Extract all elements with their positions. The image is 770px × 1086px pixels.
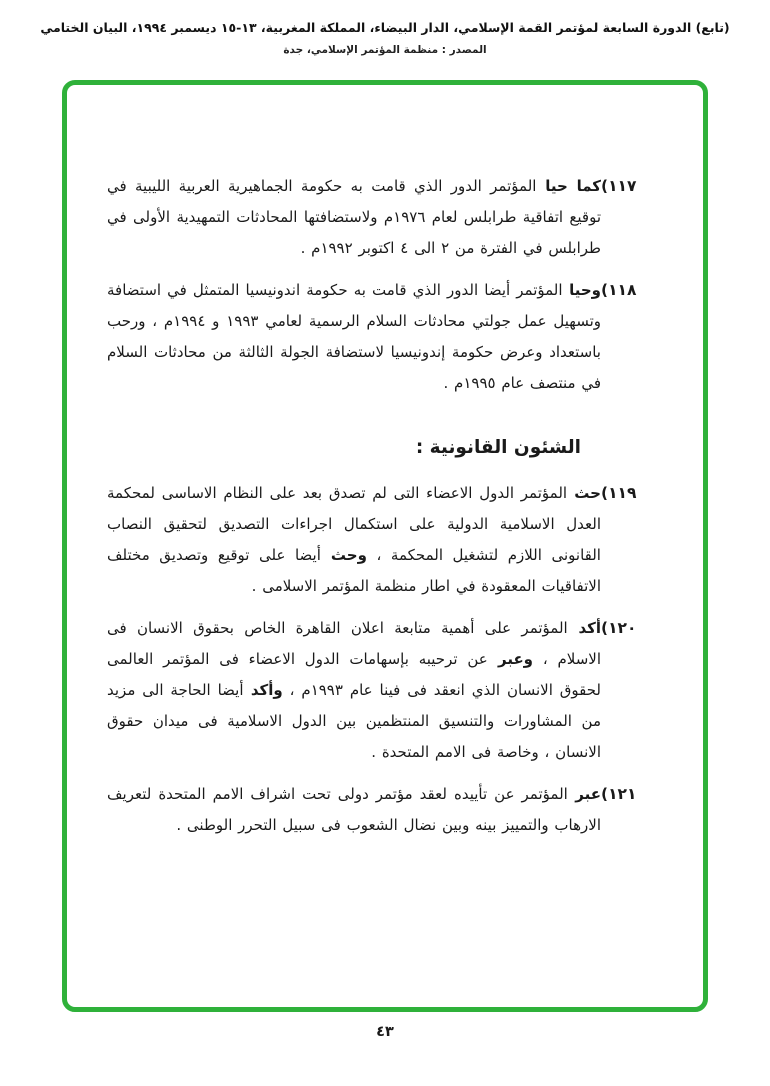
paragraph-lead-word: وعبر xyxy=(487,650,534,668)
paragraph-lead-word: أكد xyxy=(567,619,601,637)
paragraph-text xyxy=(107,171,601,264)
paragraph-item xyxy=(107,779,657,841)
paragraph-lead-word: وأكد xyxy=(243,681,283,699)
paragraph-text xyxy=(107,275,601,399)
paragraph-text xyxy=(107,478,601,602)
document-content xyxy=(67,85,703,841)
paragraph-lead-word: وحث xyxy=(320,546,367,564)
paragraph-number: (١١٧ xyxy=(601,177,637,195)
page-header xyxy=(0,0,770,56)
paragraph-lead-word: حث xyxy=(567,484,601,502)
paragraph-text xyxy=(107,613,601,768)
paragraph-item xyxy=(107,613,657,768)
paragraph-number: (١٢٠ xyxy=(601,619,637,637)
paragraph-lead-word: كما حيا xyxy=(536,177,601,195)
paragraph-body-text: عن ترحيبه بإسهامات الدول الاعضاء فى المؤتمر العالمى لحقوق الانسان الذي انعقد فى فينا عام ١٩٩٣م ، xyxy=(107,650,601,699)
paragraph-item xyxy=(107,171,657,264)
paragraph-body-text: المؤتمر على أهمية متابعة اعلان القاهرة الخاص بحقوق الانسان فى الاسلام ، xyxy=(107,619,602,668)
paragraph-text xyxy=(107,779,601,841)
header-title-line: (تابع) الدورة السابعة لمؤتمر القمة الإسلامي، الدار البيضاء، المملكة المغربية، ١٣-١٥ ديسمبر ١٩٩٤، البيان الختامي xyxy=(40,20,730,35)
paragraph-number: (١١٩ xyxy=(601,484,637,502)
paragraph-lead-word: عبر xyxy=(567,785,601,803)
paragraph-body-text: المؤتمر عن تأييده لعقد مؤتمر دولى تحت اشراف الامم المتحدة لتعريف الارهاب والتمييز بينه وبين نضال الشعوب فى سبيل التحرر الوطنى . xyxy=(107,785,601,834)
paragraph-body-text: المؤتمر أيضا الدور الذي قامت به حكومة اندونيسيا المتمثل في استضافة وتسهيل عمل جولتي محادثات السلام الرسمية لعامي ١٩٩٣ و ١٩٩٤م ، ورحب باستعداد وعرض حكومة إندونيسيا لاستضافة الجولة الثالثة من محادثات السلام في منتصف عام ١٩٩٥م . xyxy=(107,281,601,392)
paragraph-item xyxy=(107,478,657,602)
paragraph-number: (١١٨ xyxy=(601,281,637,299)
header-source-line: المصدر : منظمة المؤتمر الإسلامي، جدة xyxy=(283,44,487,56)
page-number: ٤٣ xyxy=(376,1024,394,1040)
paragraph-body-text: أيضا على توقيع وتصديق مختلف الاتفاقيات المعقودة في اطار منظمة المؤتمر الاسلامى . xyxy=(107,546,601,595)
section-heading: الشئون القانونية : xyxy=(415,437,581,458)
paragraph-item xyxy=(107,275,657,399)
paragraph-body-text: المؤتمر الدور الذي قامت به حكومة الجماهيرية العربية الليبية في توقيع اتفاقية طرابلس لعام ١٩٧٦م ولاستضافتها المحادثات التمهيدية الأولى في طرابلس في الفترة من ٢ الى ٤ اكتوبر ١٩٩٢م . xyxy=(107,177,601,257)
paragraph-number: (١٢١ xyxy=(601,785,637,803)
paragraph-body-text: أيضا الحاجة الى مزيد من المشاورات والتنسيق المنتظمين بين الدول الاسلامية فى ميدان حقوق الانسان ، وخاصة فى الامم المتحدة . xyxy=(107,681,601,761)
paragraph-lead-word: وحيا xyxy=(562,281,601,299)
paragraph-body-text: المؤتمر الدول الاعضاء التى لم تصدق بعد على النظام الاساسى لمحكمة العدل الاسلامية الدولية على استكمال اجراءات التصديق لتحقيق النصاب القانونى اللازم لتشغيل المحكمة ، xyxy=(107,484,601,564)
green-frame xyxy=(62,80,708,1012)
